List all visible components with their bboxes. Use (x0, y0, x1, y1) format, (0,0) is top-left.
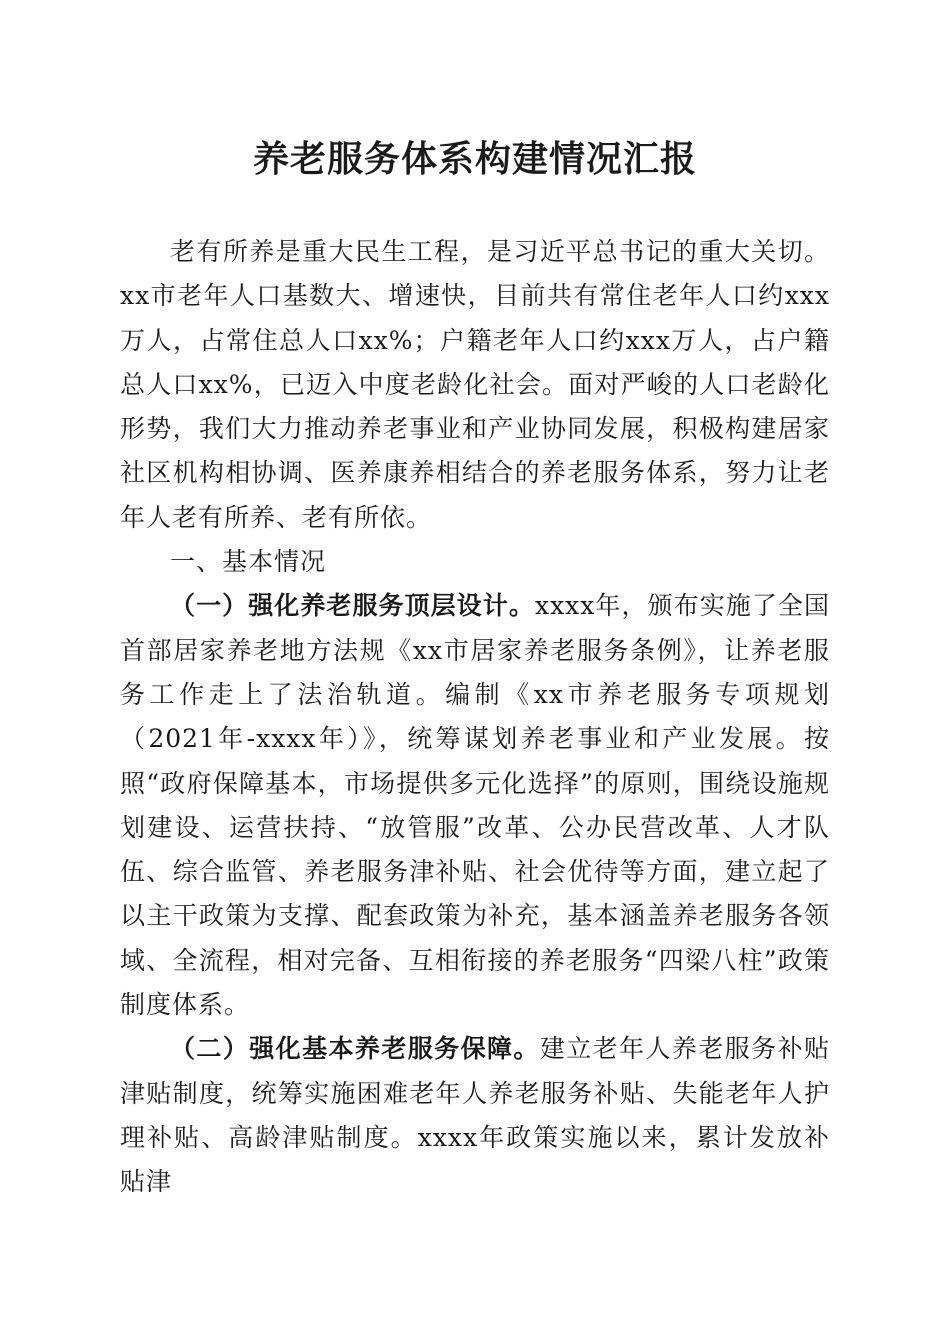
item-paragraph-1 (120, 584, 830, 1027)
item-paragraph-2 (120, 1027, 830, 1204)
section-heading-basic-situation: 一、基本情况 (170, 547, 327, 577)
document-body (120, 230, 830, 1205)
item-label-1: （一）强化养老服务顶层设计。 (170, 591, 535, 621)
item-text-2: 建立老年人养老服务补贴津贴制度，统筹实施困难老年人养老服务补贴、失能老年人护理补贴、高龄津贴制度。xxxx年政策实施以来，累计发放补贴津 (120, 1034, 830, 1197)
item-text-1: xxxx年，颁布实施了全国首部居家养老地方法规《xx市居家养老服务条例》，让养老服务工作走上了法治轨道。编制《xx市养老服务专项规划（2021年-xxxx年）》，统筹谋划养老事业和产业发展。按照“政府保障基本，市场提供多元化选择”的原则，围绕设施规划建设、运营扶持、“放管服”改革、公办民营改革、人才队伍、综合监管、养老服务津补贴、社会优待等方面，建立起了以主干政策为支撑、配套政策为补充，基本涵盖养老服务各领域、全流程，相对完备、互相衔接的养老服务“四梁八柱”政策制度体系。 (120, 591, 830, 1020)
intro-paragraph: 老有所养是重大民生工程，是习近平总书记的重大关切。xx市老年人口基数大、增速快，目前共有常住老年人口约xxx万人，占常住总人口xx%；户籍老年人口约xxx万人，占户籍总人口xx%，已迈入中度老龄化社会。面对严峻的人口老龄化形势，我们大力推动养老事业和产业协同发展，积极构建居家社区机构相协调、医养康养相结合的养老服务体系，努力让老年人老有所养、老有所依。 (120, 237, 830, 532)
item-label-2: （二）强化基本养老服务保障。 (170, 1034, 540, 1064)
document-title: 养老服务体系构建情况汇报 (252, 138, 697, 180)
